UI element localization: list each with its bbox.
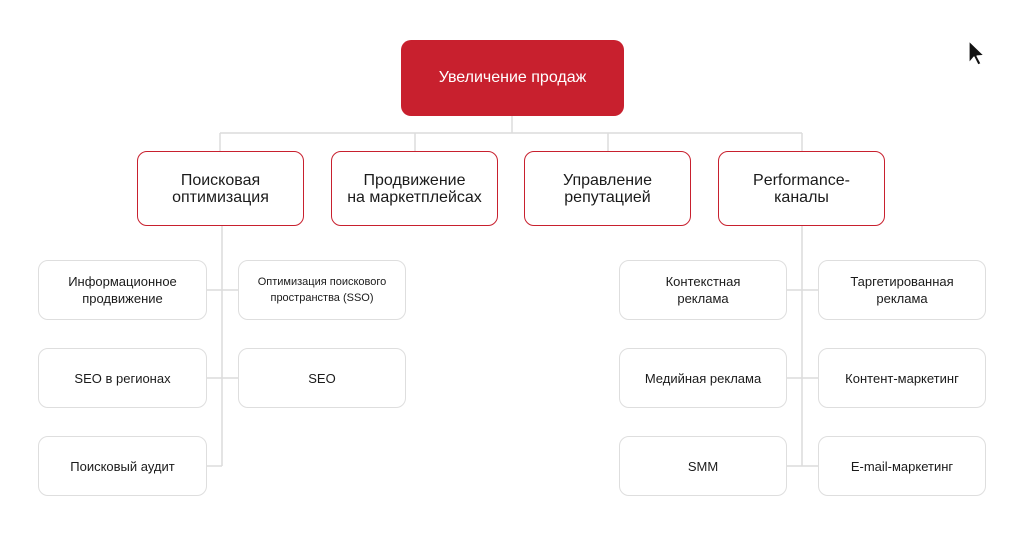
leaf-context-ads bbox=[619, 260, 787, 320]
leaf-smm bbox=[619, 436, 787, 496]
leaf-label: Оптимизация поискового пространства (SSO) bbox=[257, 276, 387, 304]
leaf-email-marketing bbox=[818, 436, 986, 496]
category-search-optimization bbox=[137, 151, 304, 226]
category-label: Управление репутацией bbox=[563, 171, 652, 206]
category-reputation bbox=[524, 151, 691, 226]
leaf-label: Контент-маркетинг bbox=[845, 370, 959, 386]
leaf-seo-regions bbox=[38, 348, 207, 408]
leaf-sso bbox=[238, 260, 406, 320]
leaf-label: Таргетированная реклама bbox=[850, 274, 954, 306]
root-label: Увеличение продаж bbox=[438, 69, 587, 86]
category-label: Продвижение на маркетплейсах bbox=[347, 171, 482, 206]
category-performance bbox=[718, 151, 885, 226]
leaf-label: SMM bbox=[687, 458, 719, 474]
leaf-search-audit bbox=[38, 436, 207, 496]
category-marketplaces bbox=[331, 151, 498, 226]
category-label: Поисковая оптимизация bbox=[172, 171, 269, 206]
leaf-info-promotion bbox=[38, 260, 207, 320]
leaf-label: Информационное продвижение bbox=[68, 274, 177, 306]
leaf-label: Медийная реклама bbox=[644, 370, 762, 386]
leaf-label: Поисковый аудит bbox=[70, 458, 175, 474]
leaf-seo bbox=[238, 348, 406, 408]
leaf-targeted-ads bbox=[818, 260, 986, 320]
leaf-media-ads bbox=[619, 348, 787, 408]
leaf-label: SEO bbox=[308, 370, 336, 386]
category-label: Performance- каналы bbox=[753, 171, 850, 206]
leaf-label: E-mail-маркетинг bbox=[850, 458, 954, 474]
leaf-label: Контекстная реклама bbox=[665, 274, 741, 306]
root-node bbox=[401, 40, 624, 116]
cursor-arrow-icon bbox=[966, 39, 986, 67]
leaf-content-marketing bbox=[818, 348, 986, 408]
leaf-label: SEO в регионах bbox=[74, 370, 171, 386]
